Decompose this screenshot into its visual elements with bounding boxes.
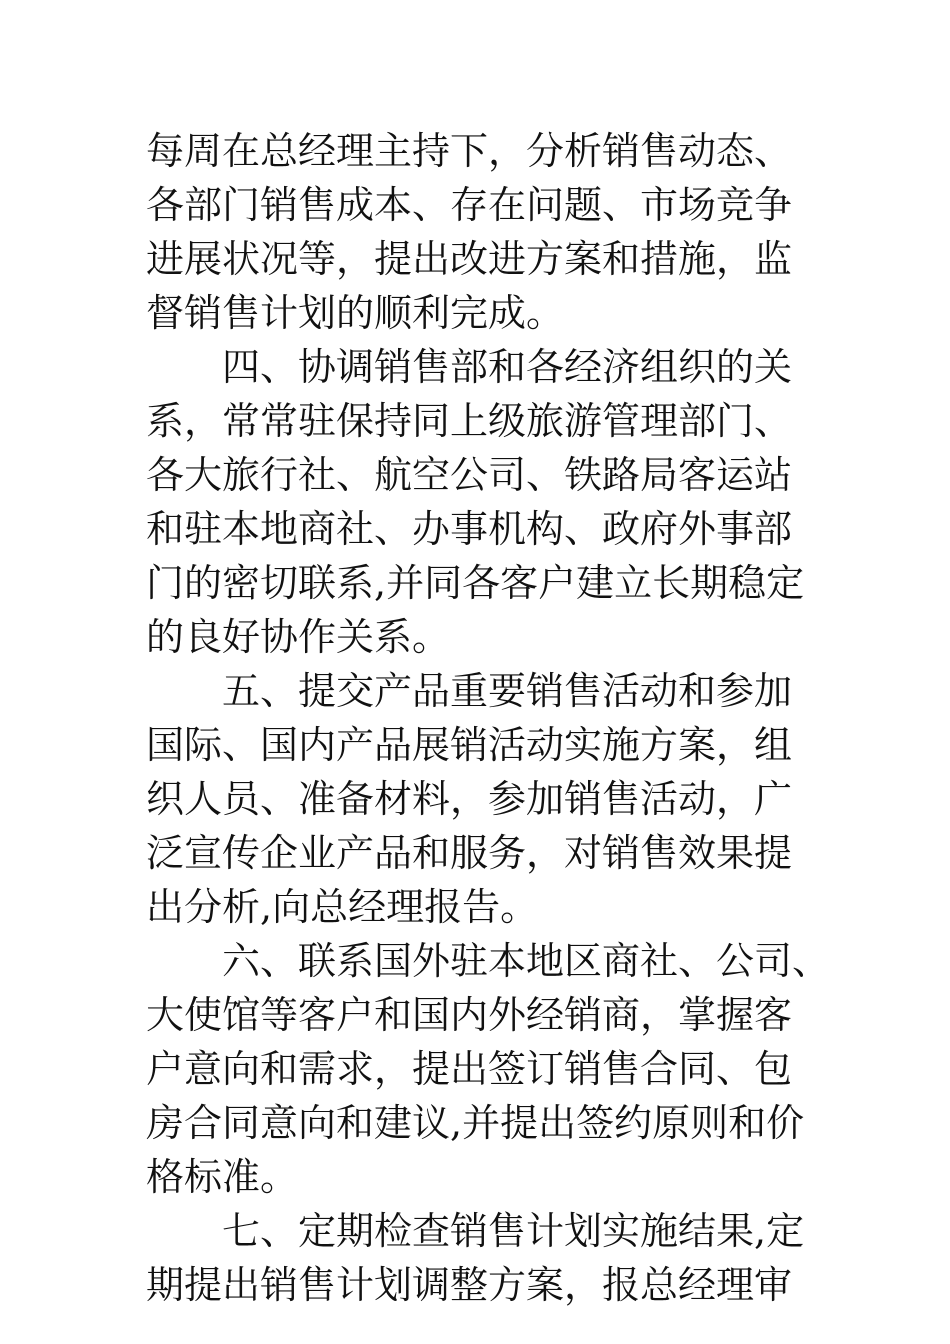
text-line: 大使馆等客户和国内外经销商，掌握客 xyxy=(146,993,793,1037)
text-line: 门的密切联系,并同各客户建立长期稳定 xyxy=(146,561,805,605)
text-line: 每周在总经理主持下，分析销售动态、 xyxy=(146,129,793,173)
text-line: 进展状况等，提出改进方案和措施，监 xyxy=(146,237,793,281)
text-line: 国际、国内产品展销活动实施方案，组 xyxy=(146,723,793,767)
text-line: 泛宣传企业产品和服务，对销售效果提 xyxy=(146,831,793,875)
text-line: 出分析,向总经理报告。 xyxy=(146,885,539,929)
text-line: 系，常常驻保持同上级旅游管理部门、 xyxy=(146,399,793,443)
document-body xyxy=(146,124,831,1312)
text-line: 织人员、准备材料，参加销售活动，广 xyxy=(146,777,793,821)
text-line: 和驻本地商社、办事机构、政府外事部 xyxy=(146,507,793,551)
text-line: 各部门销售成本、存在问题、市场竞争 xyxy=(146,183,793,227)
text-line: 各大旅行社、航空公司、铁路局客运站 xyxy=(146,453,793,497)
text-line: 房合同意向和建议,并提出签约原则和价 xyxy=(146,1101,805,1145)
paragraph-start-line: 六、联系国外驻本地区商社、公司、 xyxy=(222,939,831,983)
text-line: 督销售计划的顺利完成。 xyxy=(146,291,565,335)
text-line: 期提出销售计划调整方案，报总经理审 xyxy=(146,1263,793,1307)
paragraph-start-line: 四、协调销售部和各经济组织的关 xyxy=(222,345,793,389)
paragraph-start-line: 七、定期检查销售计划实施结果,定 xyxy=(222,1209,805,1253)
paragraph-start-line: 五、提交产品重要销售活动和参加 xyxy=(222,669,793,713)
text-line: 格标准。 xyxy=(146,1155,299,1199)
text-line: 的良好协作关系。 xyxy=(146,615,451,659)
text-line: 户意向和需求，提出签订销售合同、包 xyxy=(146,1047,793,1091)
